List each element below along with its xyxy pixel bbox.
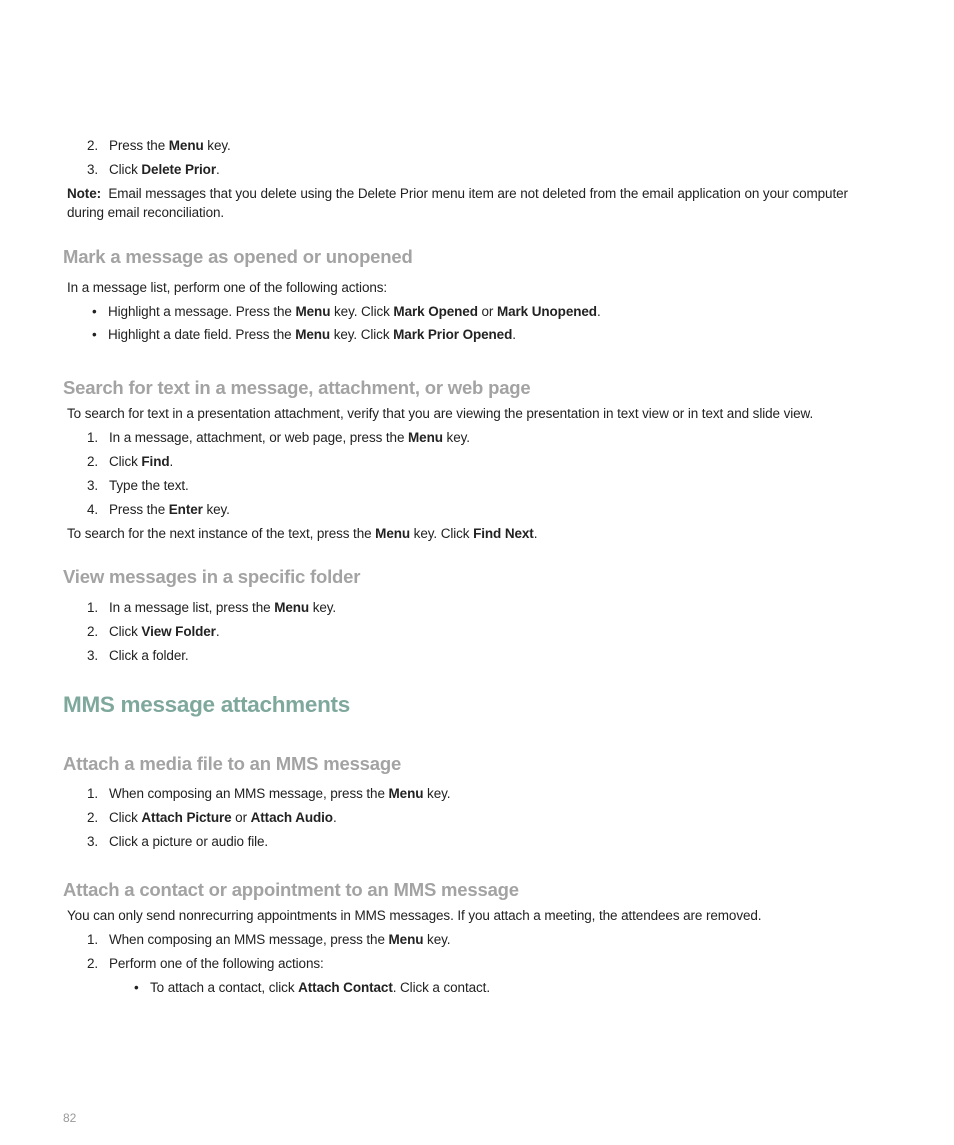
- list-item: 1. When composing an MMS message, press the Menu key.: [87, 932, 451, 947]
- list-item: 2. Click View Folder.: [87, 624, 220, 639]
- list-item: 3. Click a folder.: [87, 648, 189, 663]
- list-item: 1. When composing an MMS message, press the Menu key.: [87, 786, 451, 801]
- section-heading: View messages in a specific folder: [63, 566, 361, 587]
- bullet-item: • To attach a contact, click Attach Contact. Click a contact.: [134, 980, 490, 995]
- note-text: Email messages that you delete using the Delete Prior menu item are not deleted from the email application on your computer: [108, 186, 848, 201]
- list-item: 4. Press the Enter key.: [87, 502, 230, 517]
- paragraph: To search for the next instance of the text, press the Menu key. Click Find Next.: [67, 526, 538, 541]
- paragraph: In a message list, perform one of the following actions:: [67, 280, 388, 295]
- list-item: 2. Perform one of the following actions:: [87, 956, 324, 971]
- section-heading: Mark a message as opened or unopened: [63, 246, 413, 267]
- list-item: 2. Press the Menu key.: [87, 138, 231, 153]
- page-number: 82: [63, 1111, 77, 1125]
- bullet-item: • Highlight a message. Press the Menu key. Click Mark Opened or Mark Unopened.: [92, 304, 601, 319]
- section-heading: Attach a contact or appointment to an MMS message: [63, 879, 519, 900]
- note: [67, 186, 848, 201]
- list-item: 3. Type the text.: [87, 478, 189, 493]
- note-continuation: during email reconciliation.: [67, 205, 225, 220]
- bullet-item: • Highlight a date field. Press the Menu key. Click Mark Prior Opened.: [92, 327, 516, 342]
- list-item: 2. Click Find.: [87, 454, 174, 469]
- list-item: 3. Click a picture or audio file.: [87, 834, 269, 849]
- list-item: 2. Click Attach Picture or Attach Audio.: [87, 810, 337, 825]
- paragraph: You can only send nonrecurring appointments in MMS messages. If you attach a meeting, the attendees are removed.: [67, 908, 762, 923]
- paragraph: To search for text in a presentation attachment, verify that you are viewing the presentation in text view or in text and slide view.: [67, 406, 814, 421]
- list-item: 1. In a message, attachment, or web page, press the Menu key.: [87, 430, 470, 445]
- list-item: 3. Click Delete Prior.: [87, 162, 220, 177]
- note-label: Note:: [67, 186, 101, 201]
- list-item: 1. In a message list, press the Menu key.: [87, 600, 337, 615]
- section-heading: Attach a media file to an MMS message: [63, 753, 402, 774]
- section-heading: Search for text in a message, attachment, or web page: [63, 377, 531, 398]
- page-title: MMS message attachments: [63, 692, 350, 717]
